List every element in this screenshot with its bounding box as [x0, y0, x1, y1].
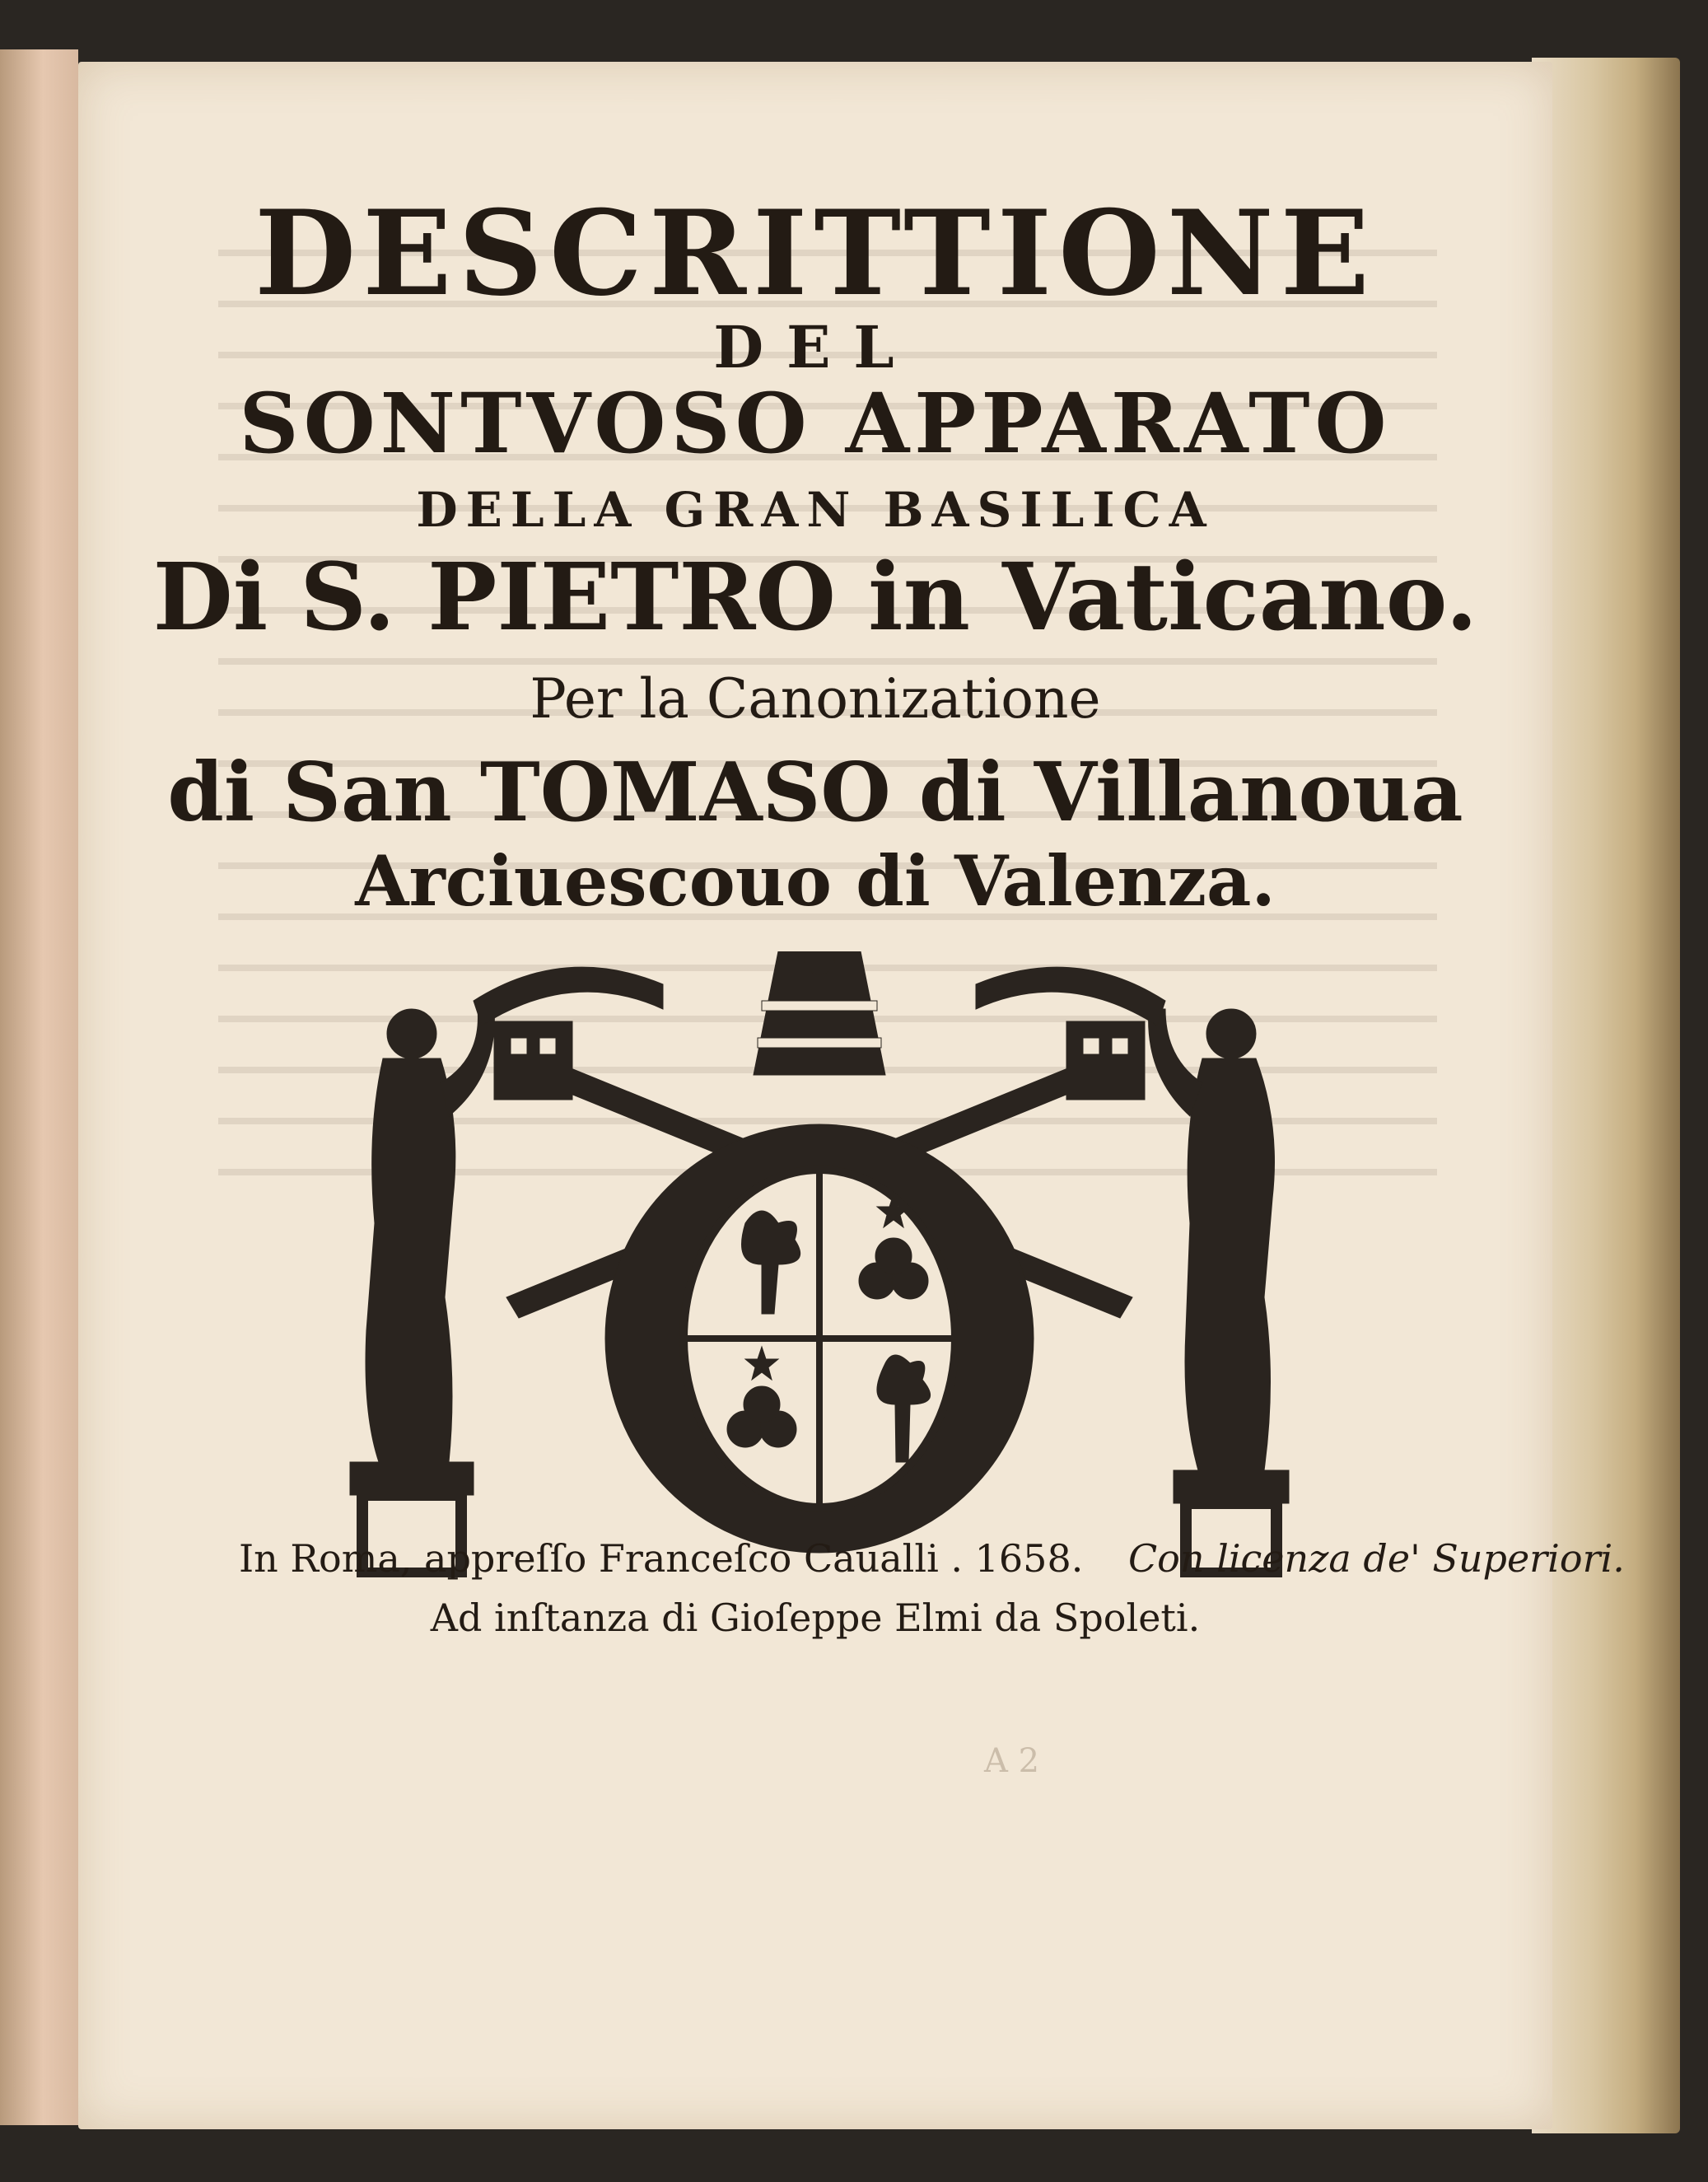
imprint-sponsor: Ad inſtanza di Gioſeppe Elmi da Spoleti.	[430, 1596, 1201, 1640]
title-line-san-pietro: Di S. PIETRO in Vaticano.	[152, 544, 1478, 652]
page-stack-edge	[1532, 58, 1680, 2133]
papal-coat-of-arms-icon	[317, 951, 1322, 1577]
title-line-tomaso: di San TOMASO di Villanoua	[167, 745, 1463, 840]
imprint-place-date: In Roma, appreſſo Franceſco Caualli . 1658.	[239, 1536, 1084, 1581]
imprint-license: Con licenza de' Superiori.	[1127, 1536, 1625, 1581]
imprint-line	[239, 1536, 1625, 1581]
book-gutter	[0, 49, 78, 2125]
title-page	[78, 62, 1625, 2129]
title-line-del: DEL	[713, 313, 917, 381]
title-line-arciuescouo: Arciuescouo di Valenza.	[355, 840, 1276, 922]
right-statue-icon	[1149, 1009, 1289, 1573]
signature-mark: A 2	[984, 1742, 1040, 1780]
title-line-basilica: DELLA GRAN BASILICA	[416, 482, 1215, 538]
left-statue-icon	[350, 1009, 494, 1573]
title-line-descrittione: DESCRITTIONE	[254, 185, 1376, 322]
title-line-sontuoso-apparato: SONTVOSO APPARATO	[239, 375, 1392, 472]
title-line-canonizatione: Per la Canonizatione	[530, 667, 1101, 731]
